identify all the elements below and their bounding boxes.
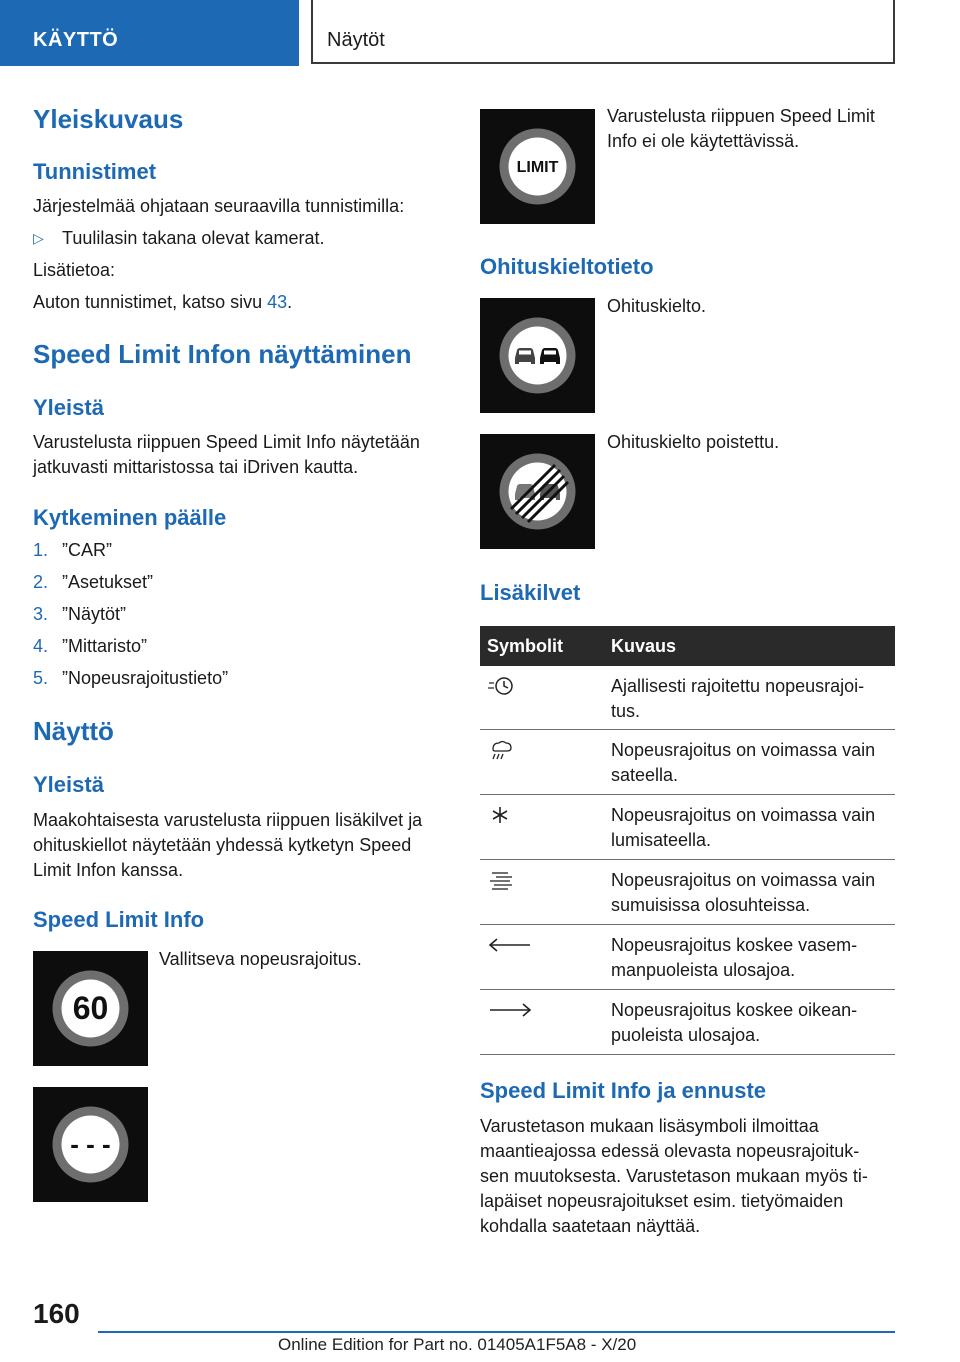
col-symbols-header: Symbolit — [487, 636, 564, 656]
sign-60-text: 60 — [72, 990, 109, 1026]
section-tab: KÄYTTÖ — [0, 0, 299, 66]
row-description: Nopeusrajoitus koskee oikean- puoleista ulosajoa. — [611, 1000, 858, 1045]
table-header — [480, 626, 895, 666]
table-row — [480, 925, 895, 990]
table-row — [480, 860, 895, 925]
overtaking-heading: Ohituskieltotieto — [480, 254, 654, 279]
speed-limit-unknown-sign — [33, 1087, 148, 1202]
arrow-left-icon — [486, 933, 536, 963]
clock-icon — [486, 674, 526, 704]
sensors-text: Järjestelmää ohjataan seuraavilla tunnistimilla: — [33, 196, 405, 216]
sli-heading: Speed Limit Info — [33, 907, 205, 932]
more-info-end: . — [287, 292, 293, 312]
more-info-label: Lisätietoa: — [33, 260, 116, 280]
snowflake-icon — [486, 803, 526, 833]
overview-heading: Yleiskuvaus — [33, 104, 184, 134]
limit-sign-icon — [480, 109, 595, 224]
display-heading: Speed Limit Infon näyttäminen — [33, 339, 412, 369]
arrow-right-icon — [486, 998, 536, 1028]
table-row — [480, 666, 895, 730]
footer-divider — [98, 1331, 895, 1333]
overtaking-end-caption: Ohituskielto poistettu. — [607, 432, 780, 452]
sensors-bullet-text: Tuulilasin takana olevat kamerat. — [62, 228, 325, 248]
screen-line-3: Limit Infon kanssa. — [33, 860, 184, 880]
screen-line-2: ohituskiellot näytetään yhdessä kytketyn Speed — [33, 835, 412, 855]
page-header — [0, 0, 960, 66]
sli-caption: Vallitseva nopeusrajoitus. — [159, 949, 362, 969]
table-row — [480, 730, 895, 795]
switch-on-heading: Kytkeminen päälle — [33, 505, 227, 530]
sign-dash-text: - - - — [70, 1129, 111, 1159]
step-item: 2. ”Asetukset” — [33, 572, 154, 592]
step-item: 5. ”Nopeusrajoitustieto” — [33, 668, 229, 688]
sensors-bullet — [33, 226, 324, 251]
row-description: Nopeusrajoitus koskee vasem- manpuoleista ulosajoa. — [611, 935, 858, 980]
plates-heading: Lisäkilvet — [480, 580, 581, 605]
screen-general-heading: Yleistä — [33, 772, 104, 797]
speed-limit-60-icon — [33, 951, 148, 1066]
screen-line-1: Maakohtaisesta varustelusta riippuen lisäkilvet ja — [33, 810, 423, 830]
end-no-overtaking-sign — [480, 434, 595, 549]
limit-caption-line-1: Varustelusta riippuen Speed Limit — [607, 106, 875, 126]
speed-limit-60-sign — [33, 951, 148, 1066]
triangle-bullet-icon: ▷ — [33, 230, 44, 246]
chapter-title: Näytöt — [311, 0, 895, 64]
sensors-heading: Tunnistimet — [33, 159, 157, 184]
overtaking-caption: Ohituskielto. — [607, 296, 707, 316]
more-info-line — [33, 290, 292, 315]
edition-text: Online Edition for Part no. 01405A1F5A8 - X/20 — [278, 1335, 637, 1354]
row-description: Ajallisesti rajoitettu nopeusrajoi- tus. — [611, 676, 865, 721]
step-item: 3. ”Näytöt” — [33, 604, 127, 624]
limit-unavailable-sign — [480, 109, 595, 224]
table-row — [480, 795, 895, 860]
step-item: 4. ”Mittaristo” — [33, 636, 147, 656]
rain-icon — [486, 738, 526, 768]
col-description-header: Kuvaus — [611, 636, 677, 656]
screen-heading: Näyttö — [33, 716, 114, 746]
table-row — [480, 990, 895, 1055]
plates-table — [480, 626, 895, 1055]
general-line-2: jatkuvasti mittaristossa tai iDriven kautta. — [33, 457, 359, 477]
row-description: Nopeusrajoitus on voimassa vain sateella. — [611, 740, 876, 785]
more-info-text: Auton tunnistimet, katso sivu — [33, 292, 268, 312]
row-description: Nopeusrajoitus on voimassa vain sumuisissa olosuhteissa. — [611, 870, 876, 915]
end-no-overtaking-icon — [480, 434, 595, 549]
page-number: 160 — [33, 1298, 80, 1329]
steps-list — [33, 538, 228, 698]
limit-caption-line-2: Info ei ole käytettävissä. — [607, 131, 800, 151]
forecast-heading: Speed Limit Info ja ennuste — [480, 1078, 767, 1103]
speed-limit-dashes-icon — [33, 1087, 148, 1202]
row-description: Nopeusrajoitus on voimassa vain lumisateella. — [611, 805, 876, 850]
no-overtaking-sign — [480, 298, 595, 413]
limit-sign-text: LIMIT — [516, 159, 559, 176]
fog-icon — [486, 868, 526, 898]
page-link[interactable]: 43 — [267, 292, 288, 312]
general-line-1: Varustelusta riippuen Speed Limit Info näytetään — [33, 432, 420, 452]
forecast-paragraph: Varustetason mukaan lisäsymboli ilmoittaa maantieajossa edessä olevasta nopeusrajoituk- sen muutoksesta. Varustetason mukaan myös ti- lapäiset nopeusrajoitukset esim. tietyömaiden kohdalla saatetaan näyttää. — [480, 1116, 868, 1236]
step-item: 1. ”CAR” — [33, 540, 112, 560]
no-overtaking-icon — [480, 298, 595, 413]
general-heading: Yleistä — [33, 395, 104, 420]
